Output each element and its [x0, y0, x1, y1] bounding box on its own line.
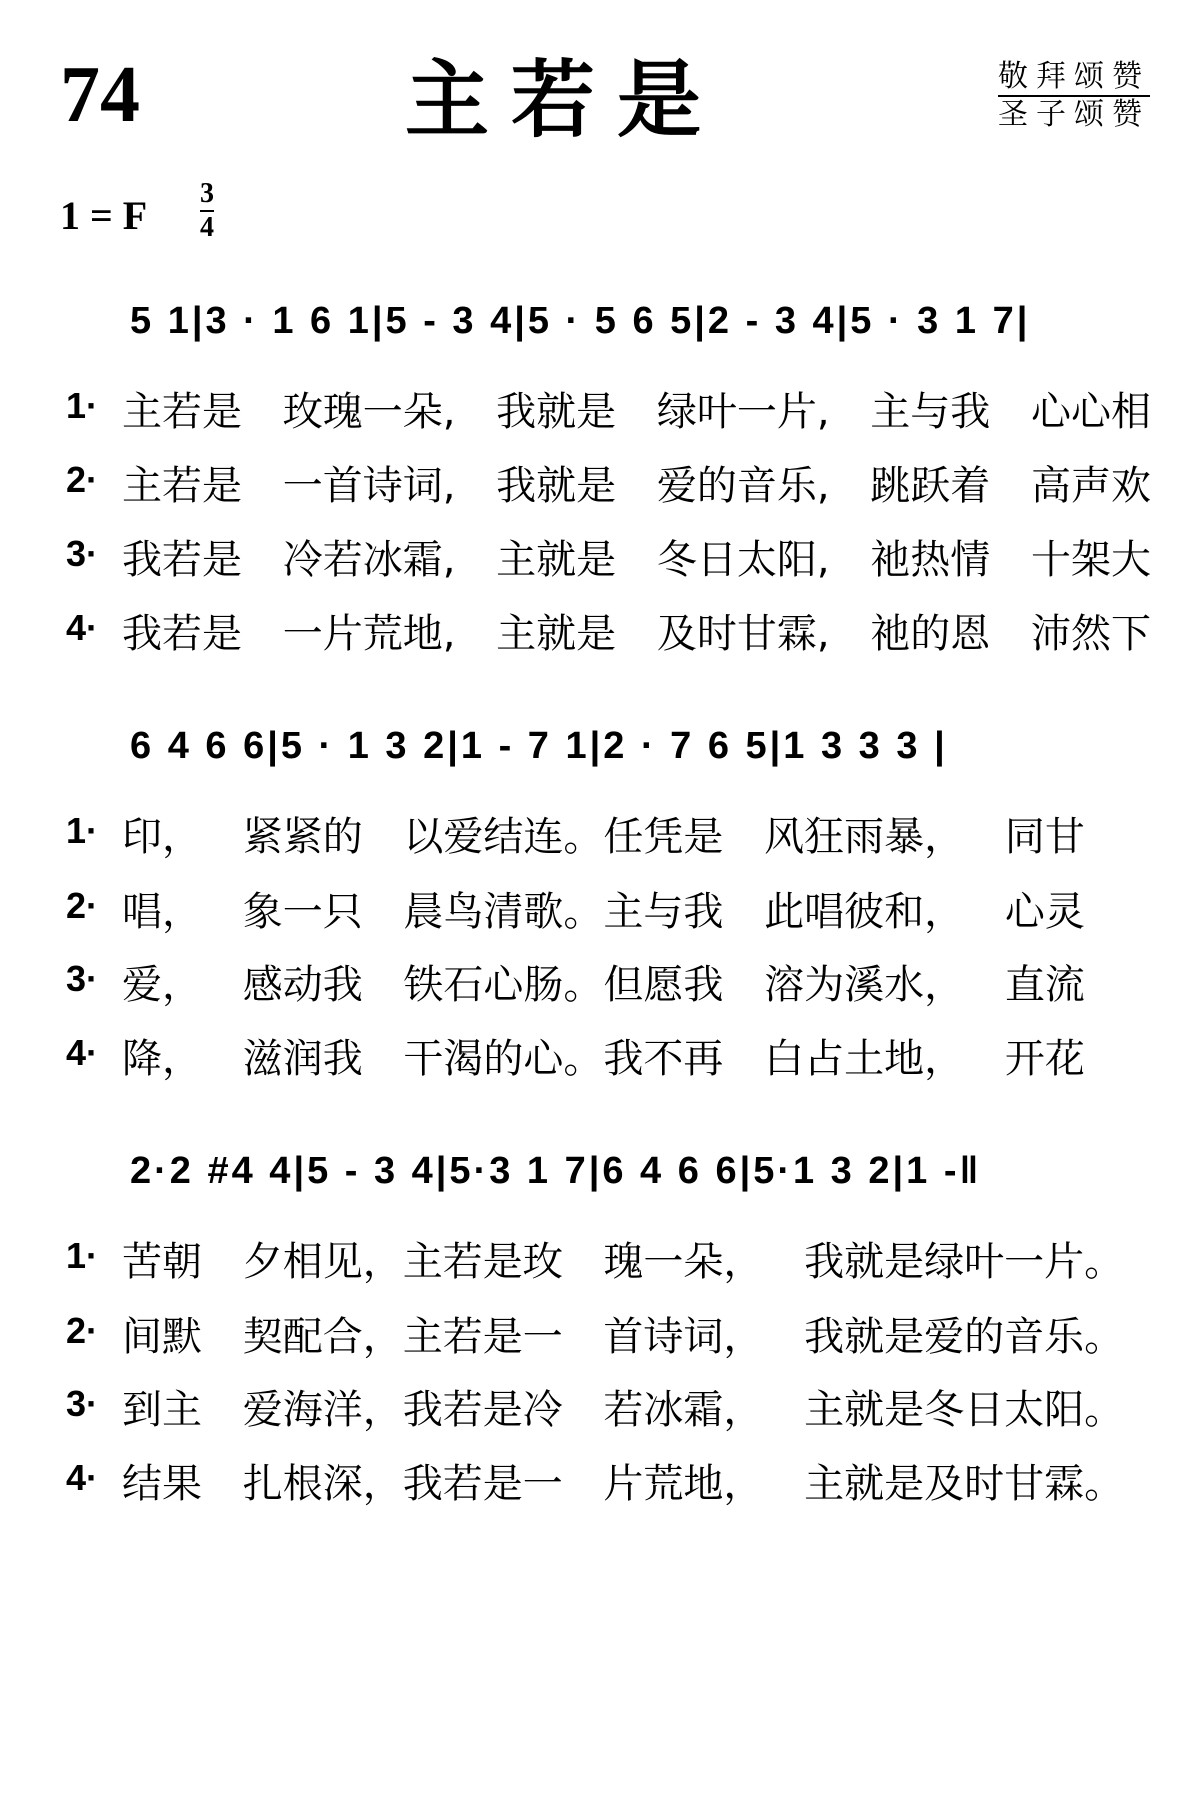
time-signature-bottom: 4 — [200, 212, 214, 243]
lyric-line: 唱， 象一只 晨鸟清歌。主与我 此唱彼和， 心灵 — [122, 889, 1085, 935]
hymn-number: 74 — [60, 51, 140, 139]
verse-number: 1· — [66, 810, 99, 851]
lyric-line: 到主 爱海洋，我若是冷 若冰霜， 主就是冬日太阳。 — [122, 1387, 1125, 1433]
verse-number: 3· — [66, 1383, 99, 1424]
verse-number: 2· — [66, 1310, 99, 1351]
time-signature — [200, 180, 214, 242]
verse-number: 4· — [66, 1032, 99, 1073]
verse-number: 2· — [66, 459, 99, 500]
lyric-line: 我若是 冷若冰霜, 主就是 冬日太阳, 祂热情 十架大 — [122, 537, 1152, 583]
notation-line-2: 6 4 6 6|5 · 1 3 2|1 - 7 1|2 · 7 6 5|1 3 3 3 | — [130, 725, 948, 767]
verse-number: 4· — [66, 607, 99, 648]
time-signature-top: 3 — [200, 180, 214, 212]
lyric-line: 爱， 感动我 铁石心肠。但愿我 溶为溪水， 直流 — [122, 962, 1085, 1008]
lyric-line: 降， 滋润我 干渴的心。我不再 白占土地， 开花 — [122, 1036, 1085, 1082]
key-signature: 1 = F — [60, 193, 148, 238]
lyric-line: 印， 紧紧的 以爱结连。任凭是 风狂雨暴， 同甘 — [122, 814, 1085, 860]
verse-number: 2· — [66, 885, 99, 926]
hymnal-subcategory: 圣子颂赞 — [998, 97, 1150, 132]
notation-line-1: 5 1|3 · 1 6 1|5 - 3 4|5 · 5 6 5|2 - 3 4|5 · 3 1 7| — [130, 300, 1031, 342]
hymnal-category: 敬拜颂赞 — [998, 62, 1150, 97]
lyric-line: 我若是 一片荒地, 主就是 及时甘霖, 祂的恩 沛然下 — [122, 611, 1152, 657]
hymn-title: 主若是 — [405, 51, 724, 149]
lyric-line: 主若是 一首诗词, 我就是 爱的音乐, 跳跃着 高声欢 — [122, 463, 1152, 509]
notation-line-3: 2·2 #4 4|5 - 3 4|5·3 1 7|6 4 6 6|5·1 3 2|1 -‖ — [130, 1150, 982, 1192]
verse-number: 1· — [66, 1235, 99, 1276]
lyric-line: 结果 扎根深，我若是一 片荒地， 主就是及时甘霖。 — [122, 1461, 1125, 1507]
lyric-line: 主若是 玫瑰一朵, 我就是 绿叶一片, 主与我 心心相 — [122, 389, 1152, 435]
lyric-line: 间默 契配合，主若是一 首诗词， 我就是爱的音乐。 — [122, 1314, 1125, 1360]
lyric-line: 苦朝 夕相见，主若是玫 瑰一朵， 我就是绿叶一片。 — [122, 1239, 1125, 1285]
verse-number: 3· — [66, 958, 99, 999]
verse-number: 4· — [66, 1457, 99, 1498]
verse-number: 3· — [66, 533, 99, 574]
verse-number: 1· — [66, 385, 99, 426]
